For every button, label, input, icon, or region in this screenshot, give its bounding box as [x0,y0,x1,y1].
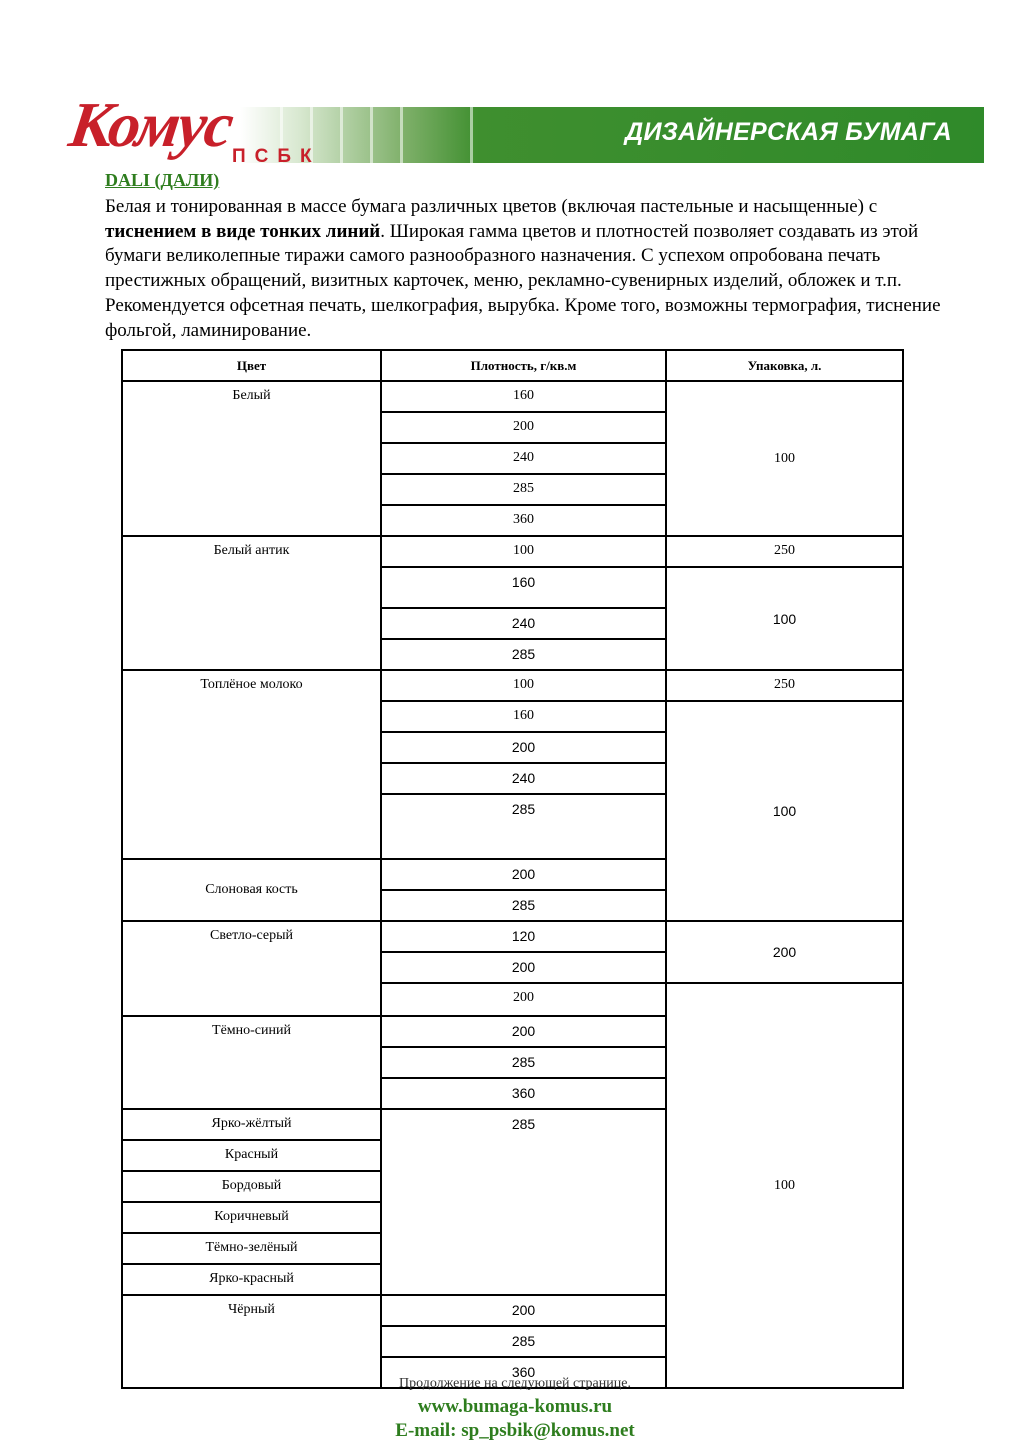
color-cell: Бордовый [122,1171,381,1202]
density-cell: 100 [381,670,666,701]
density-cell: 360 [381,1078,666,1109]
pack-cell: 100 [666,567,903,670]
table-row [122,381,903,412]
density-cell: 360 [381,1357,666,1388]
density-cell: 240 [381,443,666,474]
density-cell: 360 [381,505,666,536]
header-stripe [470,107,473,163]
pack-cell: 250 [666,670,903,701]
header-stripe [400,107,403,163]
intro-paragraph [105,195,950,343]
density-cell: 160 [381,701,666,732]
color-cell: Тёмно-зелёный [122,1233,381,1264]
color-cell: Коричневый [122,1202,381,1233]
density-cell: 200 [381,412,666,443]
komus-logo [65,89,322,172]
logo-sub: ПСБК [232,146,321,167]
density-cell: 285 [381,890,666,921]
pack-cell: 200 [666,921,903,983]
section-title: DALI (ДАЛИ) [105,170,220,190]
page-header-title: ДИЗАЙНЕРСКАЯ БУМАГА [625,118,952,146]
density-cell: 160 [381,381,666,412]
website-link[interactable]: www.bumaga-komus.ru [417,1396,613,1417]
color-cell: Тёмно-синий [122,1016,381,1109]
density-cell: 200 [381,859,666,890]
header-pack: Упаковка, л. [666,350,903,381]
density-cell: 285 [381,794,666,859]
density-cell: 160 [381,567,666,608]
density-cell: 100 [381,536,666,567]
pack-cell: 250 [666,536,903,567]
continued-note: Продолжение на следующей странице. [399,1376,631,1391]
color-cell: Белый антик [122,536,381,670]
density-cell: 285 [381,1109,666,1295]
intro-text: Белая и тонированная в массе бумага различных цветов (включая пастельные и насыщенные) с [105,196,878,217]
color-cell: Слоновая кость [122,859,381,921]
density-cell: 285 [381,474,666,505]
density-cell: 200 [381,983,666,1016]
table-row [122,536,903,567]
density-cell: 120 [381,921,666,952]
density-cell: 285 [381,1326,666,1357]
header-color: Цвет [122,350,381,381]
color-cell: Топлёное молоко [122,670,381,859]
density-cell: 240 [381,608,666,639]
color-cell: Красный [122,1140,381,1171]
header-band [240,107,984,163]
header-density: Плотность, г/кв.м [381,350,666,381]
density-cell: 285 [381,1047,666,1078]
color-cell: Светло-серый [122,921,381,1016]
color-cell: Ярко-жёлтый [122,1109,381,1140]
pack-cell: 100 [666,381,903,536]
paper-spec-table [121,349,904,1389]
density-cell: 200 [381,1016,666,1047]
intro-highlight: тиснением в виде тонких линий [105,220,381,242]
header-stripe [340,107,343,163]
intro-text: . Широкая гамма цветов и плотностей позволяет создавать из этой бумаги великолепные тиражи самого разнообразного назначения. С успехом опробована печать престижных обращений, визитных карточек, меню, рекламно-сувенирных изделий, обложек и т.п. Рекомендуется офсетная печать, шелкография, вырубка. Кроме того, возможны термография, тиснение фольгой, ламинирование. [105,220,941,341]
email-link[interactable]: E-mail: sp_psbik@komus.net [395,1420,635,1441]
color-cell: Ярко-красный [122,1264,381,1295]
header-stripe [370,107,373,163]
density-cell: 200 [381,952,666,983]
density-cell: 285 [381,639,666,670]
table-header-row [122,350,903,381]
density-cell: 200 [381,732,666,763]
color-cell: Чёрный [122,1295,381,1388]
density-cell: 240 [381,763,666,794]
table-row [122,921,903,952]
logo-word: Комус [65,89,237,160]
table-row [122,670,903,701]
color-cell: Белый [122,381,381,536]
pack-cell: 100 [666,983,903,1388]
pack-cell: 100 [666,701,903,921]
density-cell: 200 [381,1295,666,1326]
